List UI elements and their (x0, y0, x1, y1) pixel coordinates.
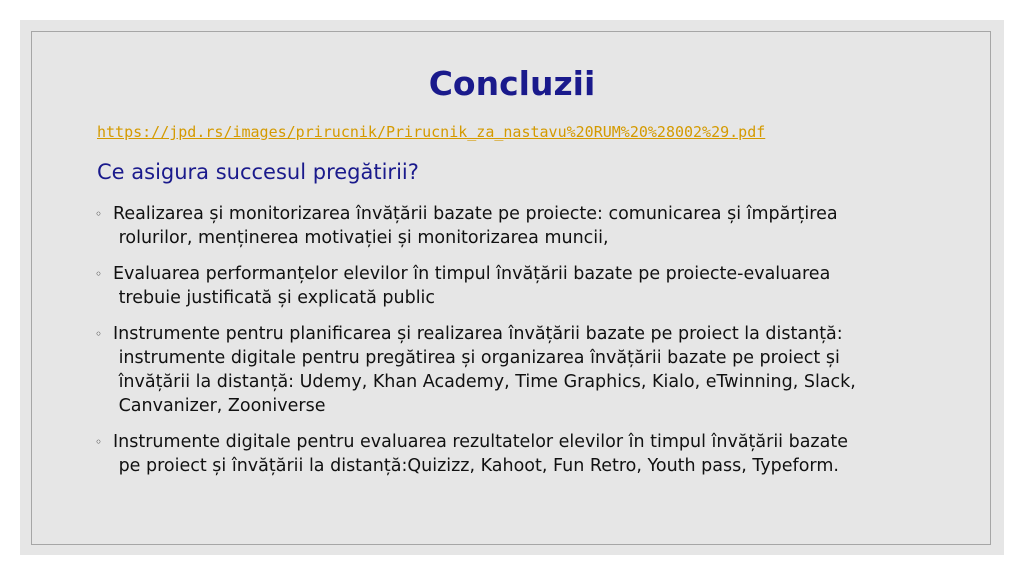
bullet-item (95, 322, 955, 418)
bullet-circle-icon: ◦ (95, 207, 103, 221)
bullet-line: învățării la distanță: Udemy, Khan Academy, Time Graphics, Kialo, eTwinning, Slack, (113, 372, 856, 392)
bullet-text (113, 262, 955, 310)
bullet-circle-icon: ◦ (95, 435, 103, 449)
slide-title: Concluzii (428, 64, 596, 103)
bullet-line: instrumente digitale pentru pregătirea și organizarea învățării bazate pe proiect și (113, 348, 840, 368)
slide-subtitle: Ce asigura succesul pregătirii? (97, 160, 419, 184)
bullet-text (113, 430, 955, 478)
bullet-circle-icon: ◦ (95, 327, 103, 341)
bullet-line: pe proiect și învățării la distanță:Quizizz, Kahoot, Fun Retro, Youth pass, Typeform. (113, 456, 839, 476)
bullet-list (95, 202, 955, 490)
bullet-item (95, 430, 955, 478)
bullet-item (95, 202, 955, 250)
bullet-line: Canvanizer, Zooniverse (113, 396, 326, 416)
bullet-item (95, 262, 955, 310)
bullet-line: Realizarea și monitorizarea învățării bazate pe proiecte: comunicarea și împărțirea (113, 204, 838, 224)
bullet-line: rolurilor, menținerea motivației și monitorizarea muncii, (113, 228, 609, 248)
bullet-circle-icon: ◦ (95, 267, 103, 281)
bullet-text (113, 202, 955, 250)
bullet-line: Evaluarea performanțelor elevilor în timpul învățării bazate pe proiecte-evaluarea (113, 264, 831, 284)
bullet-line: Instrumente pentru planificarea și realizarea învățării bazate pe proiect la distanță: (113, 324, 843, 344)
bullet-text (113, 322, 955, 418)
source-link[interactable]: https://jpd.rs/images/prirucnik/Prirucnik_za_nastavu%20RUM%20%28002%29.pdf (97, 123, 766, 141)
bullet-line: Instrumente digitale pentru evaluarea rezultatelor elevilor în timpul învățării bazate (113, 432, 848, 452)
bullet-line: trebuie justificată și explicată public (113, 288, 436, 308)
